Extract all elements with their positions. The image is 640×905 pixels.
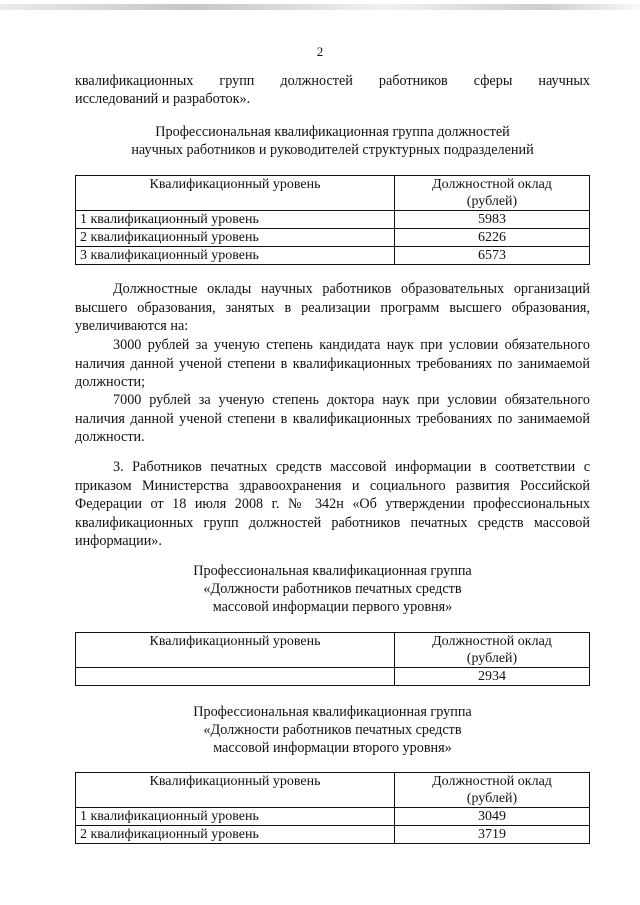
table-header-row [76,633,590,668]
intro-line-1: квалификационных групп должностей работников сферы научных [75,73,590,89]
group1-title-1: Профессиональная квалификационная группа должностей [155,124,510,140]
group1-title-2: научных работников и руководителей структурных подразделений [131,142,534,158]
table-header-salary-line2: (рублей) [466,651,518,666]
group2-title-3: массовой информации первого уровня» [212,599,453,615]
paragraph-doctor-degree: 7000 рублей за ученую степень доктора наук при условии обязательного наличия данной ученой степени в квалификационных требованиях по занимаемой должности. [75,392,590,446]
table-header-salary [395,773,590,808]
table-header-level: Квалификационный уровень [76,773,395,808]
table-cell-level: 1 квалификационный уровень [76,808,395,826]
table-row [76,826,590,844]
table-cell-level [76,668,395,686]
paragraph-candidate-degree: 3000 рублей за ученую степень кандидата наук при условии обязательного наличия данной ученой степени в квалификационных требованиях по занимаемой должности; [75,337,590,391]
table-header-salary [395,176,590,211]
table-header-row [76,773,590,808]
table-header-salary-line2: (рублей) [466,791,518,806]
table-header-level: Квалификационный уровень [76,176,395,211]
group2-title-2: «Должности работников печатных средств [203,581,462,597]
page-number: 2 [316,44,324,59]
group1-table [75,175,590,265]
table-cell-salary: 3719 [395,826,590,844]
table-header-salary-line2: (рублей) [466,194,518,209]
table-header-level: Квалификационный уровень [76,633,395,668]
table-cell-level: 3 квалификационный уровень [76,247,395,265]
table-cell-salary: 6573 [395,247,590,265]
table-row [76,247,590,265]
group3-title-3: массовой информации второго уровня» [213,740,452,756]
paragraph-mass-media: 3. Работников печатных средств массовой информации в соответствии с приказом Министерства здравоохранения и социального развития Российской Федерации от 18 июля 2008 г. № 342н «Об утверждении профессиональных квалификационных групп должностей работников печатных средств массовой информации». [75,459,590,550]
table-header-salary-line1: Должностной оклад [432,177,552,192]
table-header-salary-line1: Должностной оклад [432,634,552,649]
table-row [76,229,590,247]
group2-title-1: Профессиональная квалификационная группа [193,563,472,579]
group2-table [75,632,590,686]
table-cell-level: 2 квалификационный уровень [76,826,395,844]
table-row [76,668,590,686]
table-row [76,808,590,826]
table-cell-level: 1 квалификационный уровень [76,211,395,229]
group3-title-1: Профессиональная квалификационная группа [193,704,472,720]
group3-table [75,772,590,844]
table-cell-salary: 2934 [395,668,590,686]
scan-artifact [0,4,640,10]
table-header-salary-line1: Должностной оклад [432,774,552,789]
table-cell-salary: 3049 [395,808,590,826]
paragraph-salary-increase: Должностные оклады научных работников образовательных организаций высшего образования, занятых в реализации программ высшего образования, увеличиваются на: [75,281,590,335]
table-row [76,211,590,229]
table-cell-level: 2 квалификационный уровень [76,229,395,247]
table-header-row [76,176,590,211]
group3-title-2: «Должности работников печатных средств [203,722,462,738]
table-cell-salary: 5983 [395,211,590,229]
table-cell-salary: 6226 [395,229,590,247]
table-header-salary [395,633,590,668]
intro-line-2: исследований и разработок». [75,91,251,107]
